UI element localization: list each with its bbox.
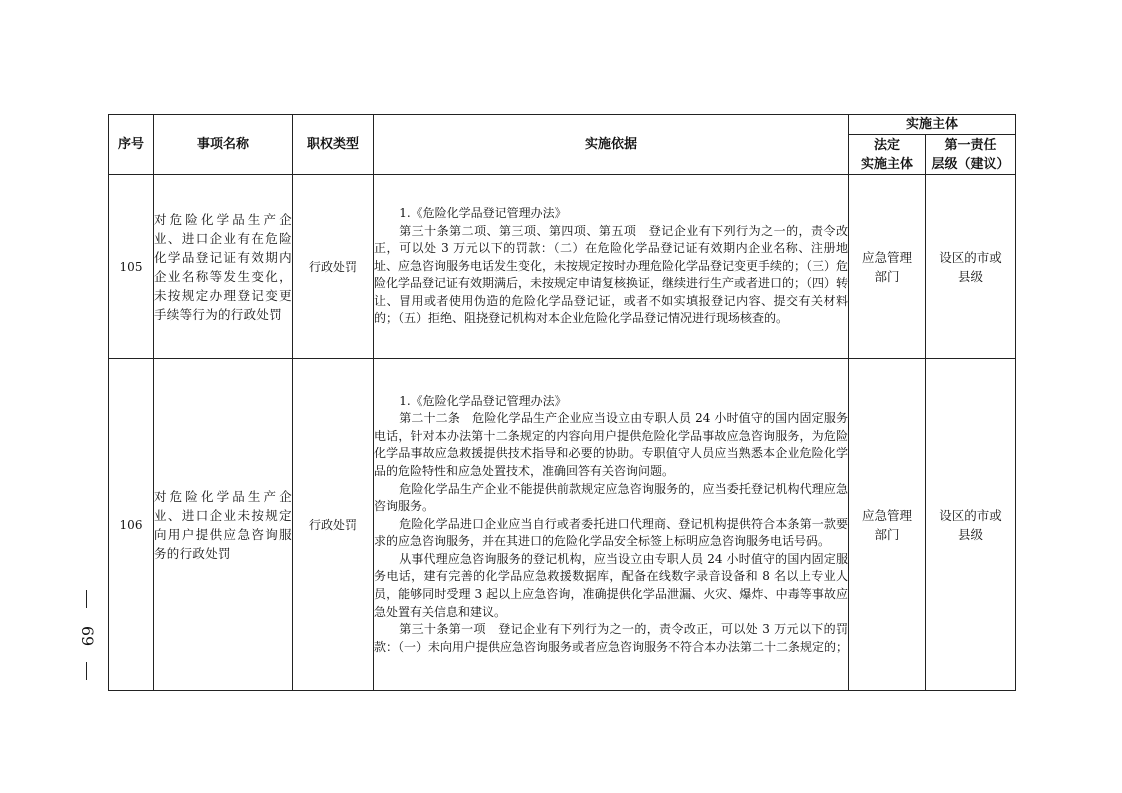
basis-paragraph: 1.《危险化学品登记管理办法》	[399, 205, 567, 220]
header-responsibility-level	[926, 135, 1016, 175]
header-responsibility-level-line1: 第一责任	[944, 137, 997, 153]
basis-paragraph: 从事代理应急咨询服务的登记机构，应当设立由专职人员 24 小时值守的国内固定服务电话，建有完善的化学品应急救援数据库，配备在线数字录音设备和 8 名以上专业人员，能够同时受理 3 起以上应急咨询，准确提供化学品泄漏、火灾、爆炸、中毒等事故应急处置有关信息和建议。	[374, 551, 848, 619]
row-responsibility-level	[926, 359, 1016, 691]
page-number-dash-bottom	[86, 662, 87, 680]
basis-paragraph: 危险化学品进口企业应当自行或者委托进口代理商、登记机构提供符合本条第一款要求的应急咨询服务，并在其进口的危险化学品安全标签上标明应急咨询服务电话号码。	[374, 516, 848, 549]
row-responsibility-level-line2: 县级	[958, 526, 984, 542]
row-power-type: 行政处罚	[293, 359, 374, 691]
header-responsibility-level-line2: 层级（建议）	[931, 156, 1010, 172]
row-legal-subject-line1: 应急管理	[861, 507, 912, 523]
header-power-type: 职权类型	[293, 115, 374, 175]
header-legal-subject-line2: 实施主体	[860, 156, 913, 172]
header-item-name: 事项名称	[154, 115, 293, 175]
page-number-dash-top	[86, 590, 87, 608]
row-responsibility-level	[926, 175, 1016, 359]
row-legal-subject-line1: 应急管理	[861, 249, 912, 265]
basis-paragraph: 危险化学品生产企业不能提供前款规定应急咨询服务的，应当委托登记机构代理应急咨询服务。	[374, 481, 848, 514]
header-legal-subject-line1: 法定	[873, 137, 900, 153]
row-basis	[374, 175, 849, 359]
header-index: 序号	[109, 115, 154, 175]
row-legal-subject-line2: 部门	[874, 526, 900, 542]
page-number	[72, 590, 102, 680]
row-power-type: 行政处罚	[293, 175, 374, 359]
header-legal-subject	[849, 135, 926, 175]
row-legal-subject	[849, 359, 926, 691]
enforcement-items-table	[108, 114, 1016, 691]
row-item-name: 对危险化学品生产企业、进口企业未按规定向用户提供应急咨询服务的行政处罚	[154, 359, 293, 691]
header-row-top	[109, 115, 1016, 135]
header-basis: 实施依据	[374, 115, 849, 175]
row-index: 106	[109, 359, 154, 691]
header-subject: 实施主体	[849, 115, 1016, 135]
basis-paragraph: 第三十条第一项 登记企业有下列行为之一的，责令改正，可以处 3 万元以下的罚款：（一）未向用户提供应急咨询服务或者应急咨询服务不符合本办法第二十二条规定的；	[374, 622, 849, 654]
table-row	[109, 359, 1016, 691]
page-number-value: 69	[78, 625, 97, 647]
row-item-name: 对危险化学品生产企业、进口企业有在危险化学品登记证有效期内企业名称等发生变化，未按规定办理登记变更手续等行为的行政处罚	[154, 175, 293, 359]
row-legal-subject-line2: 部门	[874, 268, 900, 284]
row-responsibility-level-line1: 设区的市或	[939, 249, 1002, 265]
row-basis	[374, 359, 849, 691]
basis-paragraph: 第二十二条 危险化学品生产企业应当设立由专职人员 24 小时值守的国内固定服务电话，针对本办法第十二条规定的内容向用户提供危险化学品事故应急咨询服务，为危险化学品事故应急救援提供技术指导和必要的协助。专职值守人员应当熟悉本企业危险化学品的危险特性和应急处置技术，准确回答有关咨询问题。	[374, 411, 848, 478]
row-responsibility-level-line1: 设区的市或	[939, 507, 1002, 523]
basis-paragraph: 1.《危险化学品登记管理办法》	[399, 393, 567, 408]
row-responsibility-level-line2: 县级	[958, 268, 984, 284]
basis-paragraph: 第三十条第二项、第三项、第四项、第五项 登记企业有下列行为之一的，责令改正，可以处 3 万元以下的罚款：（二）在危险化学品登记证有效期内企业名称、注册地址、应急咨询服务电话发生变化，未按规定按时办理危险化学品登记变更手续的；（三）危险化学品登记证有效期满后，未按规定申请复核换证，继续进行生产或者进口的；（四）转让、冒用或者使用伪造的危险化学品登记证，或者不如实填报登记内容、提交有关材料的；（五）拒绝、阻挠登记机构对本企业危险化学品登记情况进行现场核查的。	[374, 223, 849, 326]
row-index: 105	[109, 175, 154, 359]
table-row	[109, 175, 1016, 359]
row-legal-subject	[849, 175, 926, 359]
